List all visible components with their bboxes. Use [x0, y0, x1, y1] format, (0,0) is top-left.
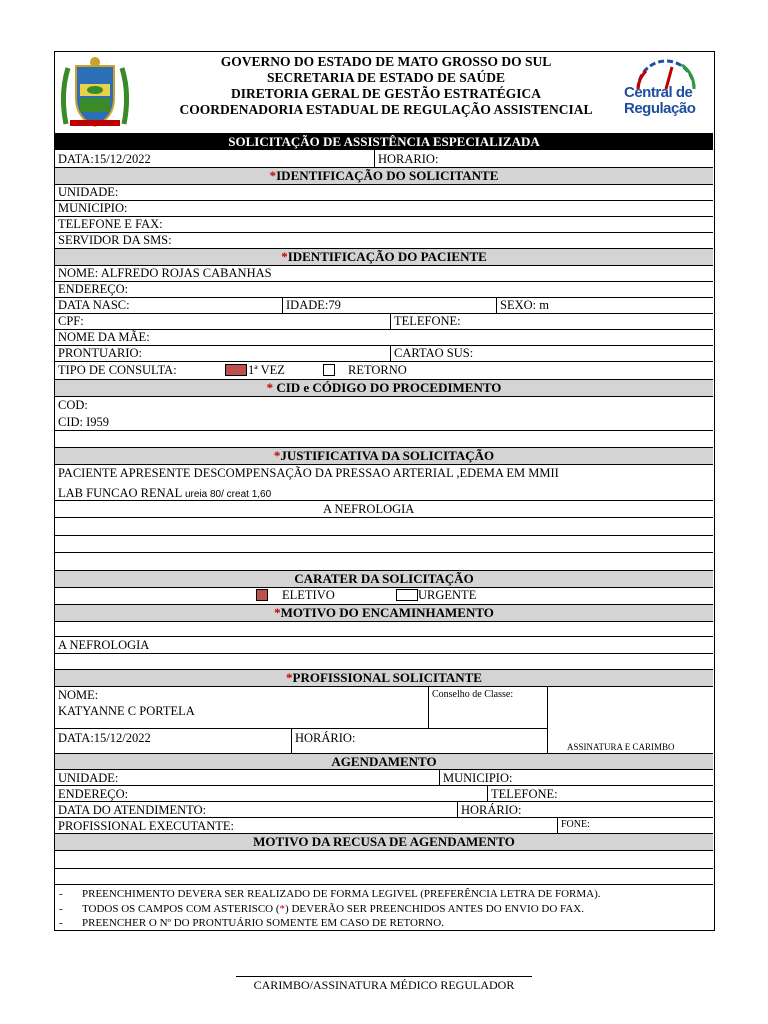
paciente-cpf[interactable]: CPF: [58, 314, 84, 328]
header-line-3: DIRETORIA GERAL DE GESTÃO ESTRATÉGICA [230, 86, 542, 101]
paciente-cartao-sus[interactable]: CARTAO SUS: [394, 346, 474, 360]
note-2: TODOS OS CAMPOS COM ASTERISCO (*) DEVERÃO SER PREENCHIDOS ANTES DO ENVIO DO FAX. [82, 903, 584, 915]
form-title: SOLICITAÇÃO DE ASSISTÊNCIA ESPECIALIZADA [228, 134, 540, 149]
cid-value[interactable]: CID: I959 [58, 415, 110, 429]
tipo-consulta-label: TIPO DE CONSULTA: [58, 363, 177, 377]
agendamento-telefone[interactable]: TELEFONE: [491, 787, 558, 801]
solicitante-unidade[interactable]: UNIDADE: [58, 185, 119, 199]
solicitante-municipio[interactable]: MUNICIPIO: [58, 201, 128, 215]
logo-text-bottom: Regulação [624, 100, 696, 117]
agendamento-municipio[interactable]: MUNICIPIO: [443, 771, 513, 785]
conselho-classe[interactable]: Conselho de Classe: [432, 689, 514, 700]
profissional-horario[interactable]: HORÁRIO: [295, 731, 356, 745]
paciente-nome[interactable]: NOME: ALFREDO ROJAS CABANHAS [58, 266, 272, 280]
agendamento-unidade[interactable]: UNIDADE: [58, 771, 119, 785]
agendamento-endereco[interactable]: ENDEREÇO: [58, 787, 129, 801]
paciente-endereco[interactable]: ENDEREÇO: [58, 282, 129, 296]
signature-line [236, 976, 532, 977]
note-dash-3: - [59, 917, 63, 929]
assinatura-carimbo: ASSINATURA E CARIMBO [567, 742, 675, 752]
paciente-nasc[interactable]: DATA NASC: [58, 298, 130, 312]
retorno-checkbox[interactable] [323, 364, 335, 376]
agendamento-horario[interactable]: HORÁRIO: [461, 803, 522, 817]
cid-cod[interactable]: COD: [58, 398, 88, 412]
note-3: PREENCHER O Nº DO PRONTUÁRIO SOMENTE EM CASO DE RETORNO. [82, 917, 444, 929]
note-1: PREENCHIMENTO DEVERA SER REALIZADO DE FORMA LEGIVEL (PREFERÊNCIA LETRA DE FORMA). [82, 888, 601, 900]
header-line-4: COORDENADORIA ESTADUAL DE REGULAÇÃO ASSISTENCIAL [179, 102, 593, 117]
primeira-vez-label: 1ª VEZ [248, 363, 285, 377]
profissional-nome-label: NOME: [58, 688, 99, 702]
section-carater: CARATER DA SOLICITAÇÃO [294, 571, 474, 586]
agendamento-profissional[interactable]: PROFISSIONAL EXECUTANTE: [58, 819, 234, 833]
paciente-prontuario[interactable]: PRONTUARIO: [58, 346, 143, 360]
header-line-1: GOVERNO DO ESTADO DE MATO GROSSO DO SUL [220, 54, 552, 69]
section-solicitante: *IDENTIFICAÇÃO DO SOLICITANTE [269, 168, 499, 183]
signature-label: CARIMBO/ASSINATURA MÉDICO REGULADOR [253, 978, 515, 992]
logo-text-top: Central de [624, 84, 693, 101]
section-motivo: *MOTIVO DO ENCAMINHAMENTO [274, 605, 494, 620]
justificativa-line-2[interactable]: LAB FUNCAO RENAL ureia 80/ creat 1,60 [58, 486, 272, 500]
note-dash-1: - [59, 888, 63, 900]
justificativa-line-3[interactable]: A NEFROLOGIA [323, 502, 415, 516]
section-profissional: *PROFISSIONAL SOLICITANTE [286, 670, 482, 685]
eletivo-label: ELETIVO [282, 588, 335, 602]
agendamento-fone[interactable]: FONE: [561, 819, 590, 830]
urgente-label: URGENTE [418, 588, 477, 602]
urgente-checkbox[interactable] [396, 589, 418, 601]
paciente-mae[interactable]: NOME DA MÃE: [58, 330, 150, 344]
time-field[interactable]: HORARIO: [378, 152, 439, 166]
justificativa-line-1[interactable]: PACIENTE APRESENTE DESCOMPENSAÇÃO DA PRESSAO ARTERIAL ,EDEMA EM MMII [58, 466, 559, 480]
motivo-text[interactable]: A NEFROLOGIA [58, 638, 150, 652]
section-agendamento: AGENDAMENTO [331, 754, 437, 769]
paciente-idade[interactable]: IDADE:79 [286, 298, 341, 312]
paciente-telefone[interactable]: TELEFONE: [394, 314, 461, 328]
primeira-vez-checkbox[interactable] [225, 364, 247, 376]
profissional-nome[interactable]: KATYANNE C PORTELA [58, 704, 195, 718]
section-recusa: MOTIVO DA RECUSA DE AGENDAMENTO [253, 834, 515, 849]
eletivo-checkbox[interactable] [256, 589, 268, 601]
profissional-data[interactable]: DATA:15/12/2022 [58, 731, 151, 745]
header-line-2: SECRETARIA DE ESTADO DE SAÚDE [266, 70, 506, 85]
section-cid: * CID e CÓDIGO DO PROCEDIMENTO [266, 380, 502, 395]
retorno-label: RETORNO [348, 363, 407, 377]
solicitante-telefone[interactable]: TELEFONE E FAX: [58, 217, 163, 231]
paciente-sexo[interactable]: SEXO: m [500, 298, 549, 312]
agendamento-data[interactable]: DATA DO ATENDIMENTO: [58, 803, 207, 817]
date-field[interactable]: DATA:15/12/2022 [58, 152, 151, 166]
section-justificativa: *JUSTIFICATIVA DA SOLICITAÇÃO [273, 448, 495, 463]
note-dash-2: - [59, 903, 63, 915]
solicitante-servidor[interactable]: SERVIDOR DA SMS: [58, 233, 172, 247]
state-coat-of-arms-logo [58, 54, 132, 132]
section-paciente: *IDENTIFICAÇÃO DO PACIENTE [281, 249, 487, 264]
